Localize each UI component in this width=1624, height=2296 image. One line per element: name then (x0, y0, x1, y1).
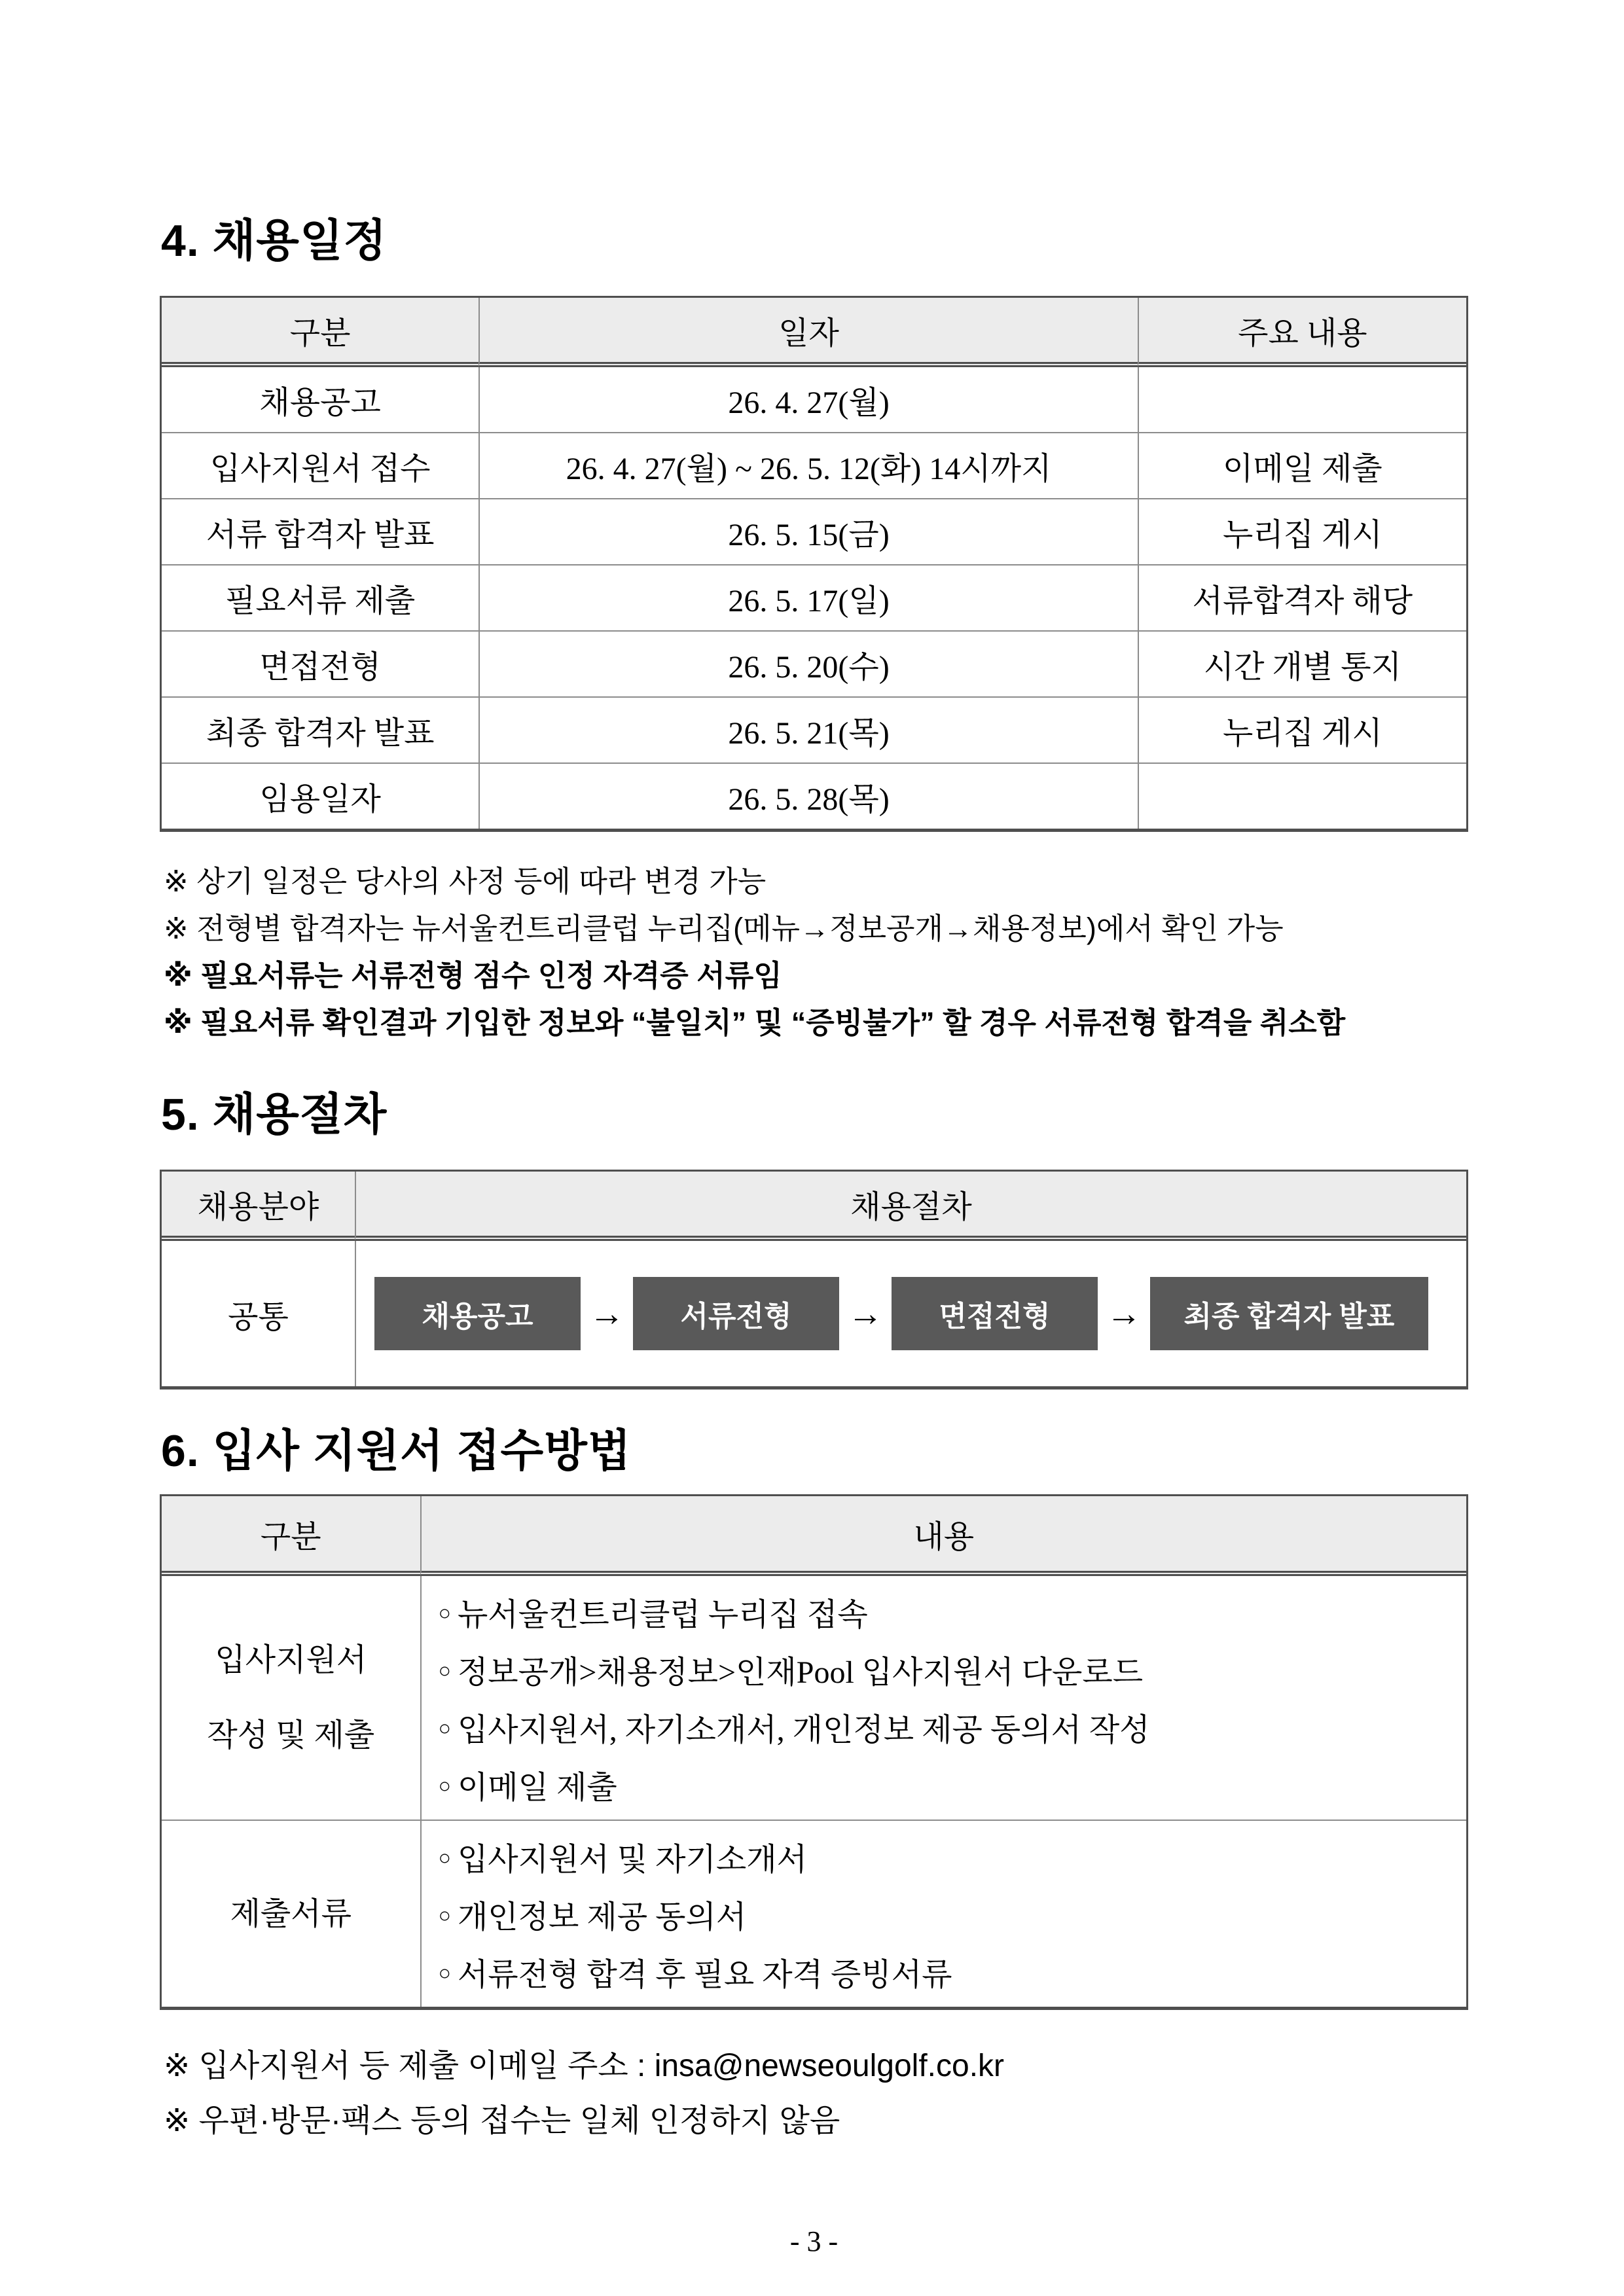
label-line: 제출서류 (230, 1896, 352, 1931)
arrow-right-icon: → (588, 1294, 624, 1334)
list-item (439, 1755, 1453, 1813)
table-cell: 채용공고 (259, 386, 381, 421)
table-row (162, 498, 1466, 564)
list-item-text: 뉴서울컨트리클럽 누리집 접속 (457, 1597, 868, 1632)
apply-notes (164, 2039, 1468, 2149)
table-row (162, 1241, 1466, 1386)
process-step-interview: 면접전형 (892, 1277, 1098, 1350)
circle-bullet-icon: ○ (438, 1773, 451, 1797)
arrow-right-icon: → (847, 1294, 883, 1334)
table-cell: 26. 4. 27(월) (478, 367, 1137, 432)
schedule-header-date: 일자 (478, 298, 1137, 367)
list-item-text: 서류전형 합격 후 필요 자격 증빙서류 (457, 1957, 952, 1992)
list-item (439, 1827, 1453, 1885)
table-row (162, 630, 1466, 696)
apply-header-row (162, 1496, 1466, 1576)
label-line: 작성 및 제출 (207, 1718, 375, 1753)
table-cell: 26. 5. 15(금) (478, 498, 1137, 564)
list-item (439, 1943, 1453, 2000)
list-item-text: 이메일 제출 (457, 1770, 617, 1805)
table-cell: 26. 5. 17(일) (478, 564, 1137, 630)
apply-row-content (420, 1576, 1466, 1820)
circle-bullet-icon: ○ (438, 1960, 451, 1984)
table-row (162, 564, 1466, 630)
note-line: ※ 필요서류는 서류전형 점수 인정 자격증 서류임 (164, 959, 782, 993)
table-row (162, 1820, 1466, 2007)
table-cell: 누리집 게시 (1138, 498, 1466, 564)
apply-row-label (162, 1576, 420, 1820)
schedule-header-category: 구분 (162, 298, 478, 367)
apply-row-content (420, 1820, 1466, 2007)
note-line: ※ 전형별 합격자는 뉴서울컨트리클럽 누리집(메뉴→정보공개→채용정보)에서 확인 가능 (164, 912, 1284, 946)
list-item-text: 개인정보 제공 동의서 (457, 1899, 747, 1935)
schedule-header-row (162, 298, 1466, 367)
note-line: ※ 우편·방문·팩스 등의 접수는 일체 인정하지 않음 (164, 2104, 840, 2139)
circle-bullet-icon: ○ (438, 1845, 451, 1869)
table-cell: 서류 합격자 발표 (162, 498, 478, 564)
process-header-field: 채용분야 (162, 1172, 355, 1241)
circle-bullet-icon: ○ (438, 1903, 451, 1927)
page-number: - 3 - (789, 2225, 839, 2258)
process-row-label: 공통 (228, 1299, 289, 1335)
circle-bullet-icon: ○ (438, 1658, 451, 1682)
list-item (439, 1583, 1453, 1640)
section-5-title: 5. 채용절차 (161, 1090, 388, 1140)
note-line: ※ 입사지원서 등 제출 이메일 주소 : insa@newseoulgolf.co.kr (164, 2049, 1005, 2084)
table-cell: 서류합격자 해당 (1138, 564, 1466, 630)
table-cell: 필요서류 제출 (162, 564, 478, 630)
label-line: 입사지원서 (215, 1643, 367, 1678)
schedule-notes (164, 858, 1468, 1047)
circle-bullet-icon: ○ (438, 1600, 451, 1624)
table-cell: 26. 5. 20(수) (478, 630, 1137, 696)
process-flow-cell (355, 1241, 1466, 1386)
list-item-text: 입사지원서, 자기소개서, 개인정보 제공 동의서 작성 (457, 1712, 1150, 1748)
section-4-title: 4. 채용일정 (161, 216, 388, 266)
schedule-header-detail: 주요 내용 (1138, 298, 1466, 367)
table-cell (1138, 367, 1466, 432)
process-header-row (162, 1172, 1466, 1241)
process-flow (374, 1277, 1453, 1350)
table-cell: 최종 합격자 발표 (162, 696, 478, 762)
table-row (162, 762, 1466, 829)
table-cell: 시간 개별 통지 (1138, 630, 1466, 696)
section-6-title: 6. 입사 지원서 접수방법 (161, 1426, 632, 1477)
apply-table (160, 1494, 1468, 2010)
schedule-table (160, 296, 1468, 832)
table-cell: 입사지원서 접수 (162, 432, 478, 498)
circle-bullet-icon: ○ (438, 1715, 451, 1740)
apply-header-content: 내용 (420, 1496, 1466, 1576)
process-step-final-announcement: 최종 합격자 발표 (1150, 1277, 1428, 1350)
arrow-right-icon: → (1106, 1294, 1142, 1334)
table-row (162, 1576, 1466, 1820)
table-cell: 이메일 제출 (1138, 432, 1466, 498)
process-header-procedure: 채용절차 (355, 1172, 1466, 1241)
table-cell: 26. 5. 21(목) (478, 696, 1137, 762)
table-cell: 26. 5. 28(목) (478, 762, 1137, 829)
table-row (162, 432, 1466, 498)
process-table (160, 1170, 1468, 1390)
process-step-announcement: 채용공고 (374, 1277, 581, 1350)
table-row (162, 367, 1466, 432)
table-cell: 임용일자 (162, 762, 478, 829)
list-item-text: 정보공개>채용정보>인재Pool 입사지원서 다운로드 (457, 1655, 1144, 1690)
table-row (162, 696, 1466, 762)
process-step-document-screening: 서류전형 (633, 1277, 839, 1350)
list-item (439, 1885, 1453, 1943)
apply-header-category: 구분 (162, 1496, 420, 1576)
table-cell: 면접전형 (162, 630, 478, 696)
table-cell (1138, 762, 1466, 829)
list-item-text: 입사지원서 및 자기소개서 (457, 1842, 807, 1877)
table-cell: 26. 4. 27(월) ~ 26. 5. 12(화) 14시까지 (478, 432, 1137, 498)
apply-row-label (162, 1820, 420, 2007)
table-cell: 누리집 게시 (1138, 696, 1466, 762)
note-line: ※ 필요서류 확인결과 기입한 정보와 “불일치” 및 “증빙불가” 할 경우 서류전형 합격을 취소함 (164, 1006, 1346, 1040)
list-item (439, 1640, 1453, 1698)
list-item (439, 1698, 1453, 1755)
note-line: ※ 상기 일정은 당사의 사정 등에 따라 변경 가능 (164, 865, 767, 899)
